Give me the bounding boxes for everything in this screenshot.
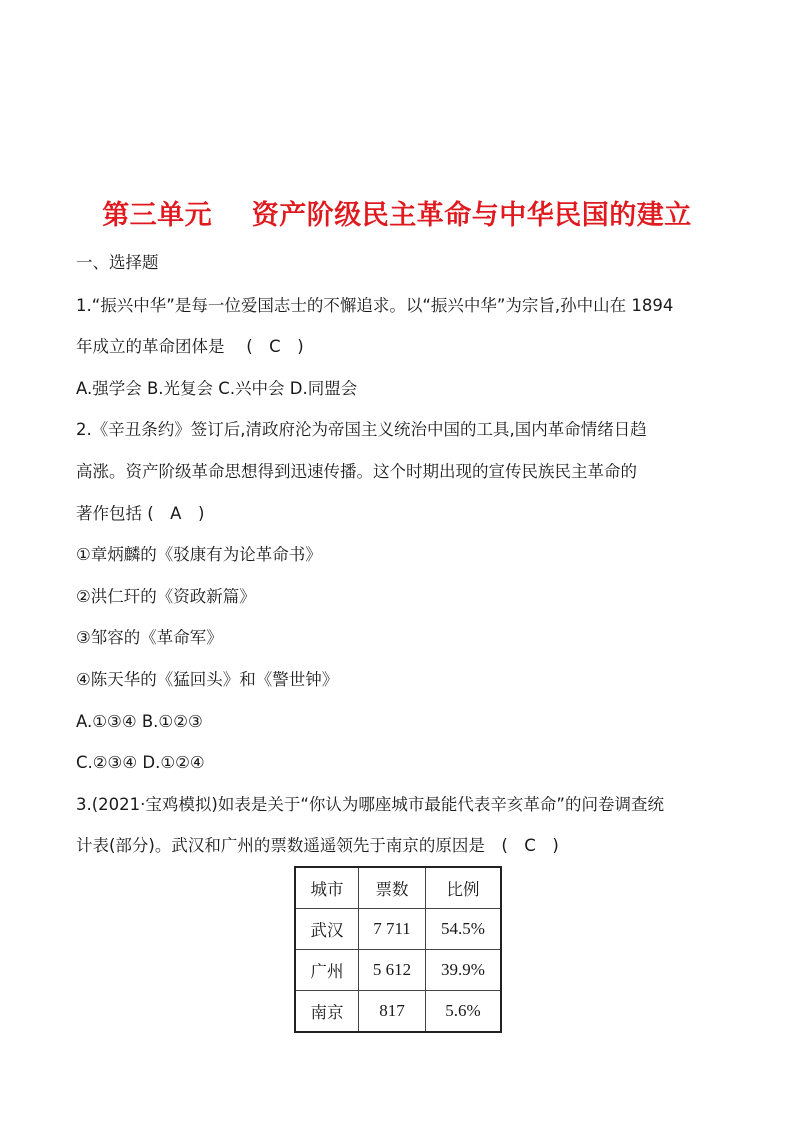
question-3-line-2: 计表(部分)。武汉和广州的票数遥遥领先于南京的原因是 ( C ) [76,836,559,855]
question-1-line-2: 年成立的革命团体是 ( C ) [76,337,304,356]
page-title: 第三单元 资产阶级民主革命与中华民国的建立 [102,200,692,231]
table-cell-votes: 5 612 [359,950,426,991]
section-heading: 一、选择题 [76,253,159,272]
table-cell-ratio: 54.5% [426,909,502,950]
table-header-cell: 城市 [295,867,359,909]
table-cell-ratio: 39.9% [426,950,502,991]
table-cell-votes: 7 711 [359,909,426,950]
table-row [295,909,501,950]
table-row [295,991,501,1033]
question-3-line-1: 3.(2021·宝鸡模拟)如表是关于“你认为哪座城市最能代表辛亥革命”的问卷调查统 [76,795,664,814]
survey-table [294,866,502,1033]
question-2-item-1: ①章炳麟的《驳康有为论革命书》 [76,545,322,564]
table-cell-city: 广州 [295,950,359,991]
question-2-item-4: ④陈天华的《猛回头》和《警世钟》 [76,670,339,689]
table-cell-ratio: 5.6% [426,991,502,1033]
table-row [295,950,501,991]
question-2-item-2: ②洪仁玕的《资政新篇》 [76,587,256,606]
question-2-item-3: ③邹容的《革命军》 [76,628,223,647]
table-header-cell: 票数 [359,867,426,909]
question-2-options-cd: C.②③④ D.①②④ [76,753,205,772]
table-header-cell: 比例 [426,867,502,909]
table-cell-city: 南京 [295,991,359,1033]
table-cell-votes: 817 [359,991,426,1033]
table-cell-city: 武汉 [295,909,359,950]
question-2-line-3: 著作包括 ( A ) [76,504,205,523]
question-2-line-1: 2.《辛丑条约》签订后,清政府沦为帝国主义统治中国的工具,国内革命情绪日趋 [76,420,647,439]
question-1-line-1: 1.“振兴中华”是每一位爱国志士的不懈追求。以“振兴中华”为宗旨,孙中山在 1894 [76,296,674,315]
table-header-row [295,867,501,909]
question-1-options: A.强学会 B.光复会 C.兴中会 D.同盟会 [76,379,358,398]
question-2-line-2: 高涨。资产阶级革命思想得到迅速传播。这个时期出现的宣传民族民主革命的 [76,462,637,481]
question-2-options-ab: A.①③④ B.①②③ [76,712,203,731]
